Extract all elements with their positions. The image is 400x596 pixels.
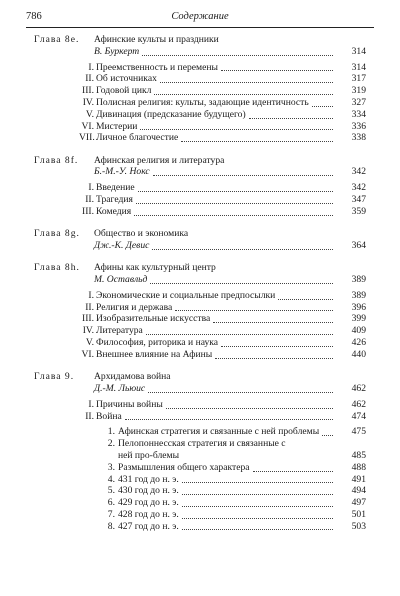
section-number: I. — [88, 182, 94, 194]
chapter-label: Глава 8e. — [34, 34, 80, 45]
section-title: Введение — [96, 182, 135, 194]
chapter-entry — [34, 34, 366, 144]
section-number: VI. — [81, 120, 94, 132]
chapter-entry — [34, 371, 366, 532]
subsection-entry — [34, 474, 366, 486]
page-ref: 336 — [351, 120, 366, 132]
page-ref: 359 — [351, 205, 366, 217]
dot-leader — [153, 174, 333, 176]
section-entry — [34, 62, 366, 74]
running-title: Содержание — [171, 11, 229, 22]
page-ref: 319 — [351, 85, 366, 97]
dot-leader — [148, 391, 333, 393]
dot-leader — [221, 69, 333, 71]
section-entry — [34, 302, 366, 314]
subsection-entry — [34, 426, 366, 438]
page-ref: 503 — [351, 520, 366, 532]
page-ref: 409 — [351, 325, 366, 337]
section-number: III. — [82, 85, 94, 97]
dot-leader — [152, 248, 333, 250]
page-ref: 314 — [351, 45, 366, 57]
dot-leader — [142, 54, 333, 56]
section-number: V. — [85, 337, 94, 349]
page-ref: 491 — [351, 473, 366, 485]
subsection-entry — [34, 485, 366, 497]
page-ref: 342 — [351, 182, 366, 194]
section-title: Трагедия — [96, 194, 133, 206]
chapter-entry — [34, 262, 366, 360]
page-ref: 426 — [351, 337, 366, 349]
subsection-title: 427 год до н. э. — [118, 520, 179, 532]
dot-leader — [322, 434, 333, 436]
section-number: III. — [82, 205, 94, 217]
page-ref: 327 — [351, 96, 366, 108]
section-entry — [34, 337, 366, 349]
chapter-label: Глава 8f. — [34, 154, 79, 166]
dot-leader — [150, 282, 333, 284]
dot-leader — [312, 105, 333, 107]
chapter-author: Д.-М. Льюис — [94, 382, 146, 394]
subsection-title: 428 год до н. э. — [118, 508, 179, 520]
dot-leader — [160, 81, 333, 83]
section-title: Литература — [96, 325, 143, 337]
subsection-number: 7. — [107, 508, 115, 520]
chapter-author-line — [34, 240, 366, 252]
section-title: Религия и держава — [96, 301, 173, 313]
subsection-number: 8. — [107, 520, 115, 532]
chapter-title: Афины как культурный центр — [94, 262, 216, 274]
dot-leader — [166, 407, 333, 409]
chapter-heading — [34, 155, 366, 167]
section-entry — [34, 121, 366, 133]
section-number: VI. — [81, 348, 94, 360]
dot-leader — [253, 470, 333, 472]
subsection-entry — [34, 497, 366, 509]
dot-leader — [138, 190, 333, 192]
dot-leader — [215, 357, 333, 359]
section-title: Война — [96, 410, 122, 422]
section-title: Личное благочестие — [96, 132, 179, 144]
section-number: II. — [85, 73, 94, 85]
page-ref: 494 — [351, 485, 366, 497]
dot-leader — [221, 345, 333, 347]
section-title: Изобразительные искусства — [96, 313, 211, 325]
section-title: Преемственность и перемены — [96, 61, 218, 73]
page-ref: 338 — [351, 132, 366, 144]
subsection-entry — [34, 509, 366, 521]
page-ref: 389 — [351, 274, 366, 286]
section-title: Внешнее влияние на Афины — [96, 348, 213, 360]
section-number: V. — [85, 108, 94, 120]
page-ref: 364 — [351, 239, 366, 251]
dot-leader — [182, 517, 333, 519]
subsection-title: 431 год до н. э. — [118, 473, 179, 485]
page-ref: 475 — [351, 426, 366, 438]
section-number: VII. — [79, 132, 95, 144]
section-entry — [34, 132, 366, 144]
dot-leader — [181, 140, 333, 142]
dot-leader — [249, 117, 333, 119]
subsection-number: 6. — [107, 497, 115, 509]
section-entry — [34, 313, 366, 325]
section-entry — [34, 325, 366, 337]
section-number: III. — [82, 313, 94, 325]
subsection-title: 429 год до н. э. — [118, 497, 179, 509]
page-number: 786 — [26, 11, 42, 22]
chapter-title: Общество и экономика — [94, 228, 189, 240]
dot-leader — [182, 481, 333, 483]
chapter-heading — [34, 371, 366, 383]
chapter-author: М. Оставльд — [94, 274, 148, 286]
dot-leader — [146, 333, 333, 335]
section-number: I. — [88, 398, 94, 410]
section-title: Комедия — [96, 205, 132, 217]
subsection-entry — [34, 462, 366, 474]
table-of-contents — [34, 34, 366, 532]
section-entry — [34, 73, 366, 85]
section-entry — [34, 290, 366, 302]
section-entry — [34, 349, 366, 361]
subsection-number: 5. — [107, 485, 115, 497]
dot-leader — [182, 505, 333, 507]
dot-leader — [213, 321, 333, 323]
dot-leader — [140, 128, 333, 130]
subsection-list — [34, 426, 366, 532]
section-entry — [34, 109, 366, 121]
dot-leader — [154, 93, 333, 95]
section-title: Дивинация (предсказание будущего) — [96, 108, 246, 120]
header-rule — [26, 27, 374, 28]
subsection-title: 430 год до н. э. — [118, 485, 179, 497]
subsection-entry — [34, 438, 366, 462]
chapter-author: Б.-М.-У. Нокс — [94, 166, 150, 178]
section-title: Полисная религия: культы, задающие идентичность — [96, 96, 309, 108]
page-ref: 440 — [351, 348, 366, 360]
page-ref: 501 — [351, 508, 366, 520]
chapter-label: Глава 8h. — [34, 262, 80, 274]
dot-leader — [175, 309, 333, 311]
section-number: II. — [85, 410, 94, 422]
section-number: IV. — [82, 325, 94, 337]
page-ref: 347 — [351, 194, 366, 206]
section-title: Экономические и социальные предпосылки — [96, 289, 276, 301]
section-entry — [34, 399, 366, 411]
dot-leader — [136, 202, 333, 204]
subsection-title: Афинская стратегия и связанные с ней проблемы — [118, 426, 320, 438]
section-entry — [34, 194, 366, 206]
page-ref: 488 — [351, 461, 366, 473]
page-ref: 389 — [351, 289, 366, 301]
section-entry — [34, 85, 366, 97]
chapter-author-line — [34, 46, 366, 58]
section-title: Годовой цикл — [96, 85, 152, 97]
chapter-entry — [34, 155, 366, 218]
dot-leader — [278, 298, 333, 300]
page-ref: 317 — [351, 73, 366, 85]
subsection-number: 3. — [107, 461, 115, 473]
section-number: I. — [88, 289, 94, 301]
section-title: Мистерии — [96, 120, 138, 132]
page-ref: 399 — [351, 313, 366, 325]
page-header — [26, 11, 374, 25]
subsection-title: Пелопоннесская стратегия и связанные с ней про-блемы — [118, 438, 286, 461]
dot-leader — [182, 493, 333, 495]
page-ref: 474 — [351, 410, 366, 422]
chapter-title: Афинская религия и литература — [94, 154, 225, 166]
page-ref: 396 — [351, 301, 366, 313]
page-ref: 485 — [351, 449, 366, 461]
chapter-title: Афинские культы и праздники — [94, 34, 219, 45]
dot-leader — [134, 214, 333, 216]
page-ref: 342 — [351, 166, 366, 178]
chapter-label: Глава 9. — [34, 371, 75, 383]
chapter-heading — [34, 228, 366, 240]
page-ref: 314 — [351, 61, 366, 73]
subsection-title: Размышления общего характера — [118, 461, 250, 473]
section-entry — [34, 182, 366, 194]
dot-leader — [182, 528, 333, 530]
chapter-heading — [34, 34, 366, 46]
section-title: Философия, риторика и наука — [96, 337, 219, 349]
subsection-number: 2. — [107, 438, 115, 450]
section-entry — [34, 411, 366, 423]
section-title: Об источниках — [96, 73, 157, 85]
chapter-author: Дж.-К. Девис — [94, 239, 150, 251]
chapter-entry — [34, 228, 366, 252]
subsection-entry — [34, 521, 366, 533]
section-entry — [34, 97, 366, 109]
subsection-number: 4. — [107, 473, 115, 485]
subsection-number: 1. — [107, 426, 115, 438]
dot-leader — [125, 418, 333, 420]
page-ref: 334 — [351, 108, 366, 120]
page-ref: 462 — [351, 398, 366, 410]
section-number: IV. — [82, 96, 94, 108]
chapter-author: В. Буркерт — [94, 45, 140, 57]
section-number: II. — [85, 194, 94, 206]
section-number: I. — [88, 61, 94, 73]
page-ref: 497 — [351, 497, 366, 509]
chapter-author-line — [34, 274, 366, 286]
chapter-title: Архидамова война — [94, 371, 171, 383]
chapter-author-line — [34, 166, 366, 178]
chapter-heading — [34, 262, 366, 274]
chapter-label: Глава 8g. — [34, 228, 80, 240]
page-ref: 462 — [351, 382, 366, 394]
section-entry — [34, 206, 366, 218]
section-title: Причины войны — [96, 398, 163, 410]
section-number: II. — [85, 301, 94, 313]
chapter-author-line — [34, 383, 366, 395]
